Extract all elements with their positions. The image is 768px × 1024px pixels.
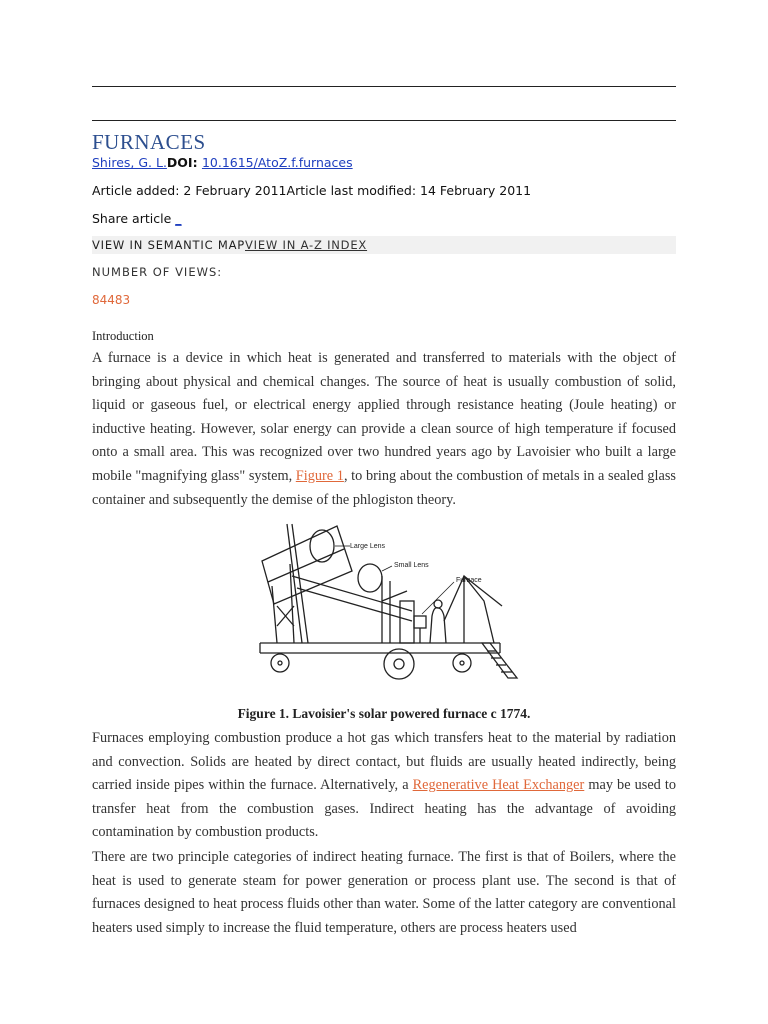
combustion-paragraph [92,727,676,845]
wheel-left [271,654,289,672]
figure-1-link[interactable]: Figure 1 [295,467,344,484]
intro-text-a: A furnace is a device in which heat is generated and transferred to materials with the object of bringing about physical and chemical changes. The source of heat is usually combustion of solid, liquid or gaseous fuel, or electrical energy applied through resistance heating (Joule heating) or inductive heating. However, solar energy can provide a clean source of high temperature if focused onto a small area. This was recognized over two hundred years ago by Lavoisier who built a large mobile "magnifying glass" system, [92,350,676,484]
intro-text-b: , to bring about the combustion of metals in a sealed glass container and subsequently the demise of the phlogiston theory. [92,467,676,508]
lavoisier-furnace-figure [232,516,532,686]
operator-figure [430,608,446,643]
combustion-text-b: may be used to transfer heat from the combustion gases. Indirect heating has the advantage of avoiding contamination by combustion products. [92,777,677,841]
side-post [400,601,414,643]
article-dates [92,183,531,198]
wheel-right [453,654,471,672]
byline [92,155,353,170]
large-lens-label: Large Lens [350,543,386,550]
navigation-bar [92,236,676,254]
views-count: 84483 [92,293,131,307]
large-lens-shape [310,530,334,562]
small-lens-shape [358,564,382,592]
combustion-text-a: Furnaces employing combustion produce a hot gas which transfers heat to the material by radiation and convection. Solids are heated by direct contact, but fluids are usually heated indirectly, being carried inside pipes within the furnace. Alternatively, a [92,730,676,794]
doi-link[interactable]: 10.1615/AtoZ.f.furnaces [201,155,353,170]
views-label: NUMBER OF VIEWS: [92,265,223,279]
furnace-body [414,616,426,628]
top-rule [92,86,676,87]
categories-paragraph: There are two principle categories of indirect heating furnace. The first is that of Boilers, where the heat is used to generate steam for power generation or process plant use. The second is that of furnaces designed to heat process fluids other than water. Some of the latter category are conventional heaters used simply to increase the fluid temperature, others are process heaters used [92,849,676,936]
left-frame [272,586,277,643]
semantic-map-link[interactable]: VIEW IN SEMANTIC MAP [92,238,245,252]
furnace-illustration [232,516,532,686]
article-title: FURNACES [92,130,206,154]
author-link[interactable]: Shires, G. L. [92,155,167,170]
lens-arm-top [292,576,412,611]
second-rule [92,120,676,121]
share-label: Share article [92,211,176,226]
lens-arm-bottom [297,588,412,621]
az-index-link[interactable]: VIEW IN A-Z INDEX [244,238,368,252]
furnace-label: Furnace [456,577,482,584]
share-article [92,211,181,226]
tripod-ropes [444,576,494,643]
article-modified: Article last modified: 14 February 2011 [286,183,532,198]
regenerative-heat-exchanger-link[interactable]: Regenerative Heat Exchanger [412,777,585,794]
intro-paragraph [92,347,676,512]
section-heading: Introduction [92,329,154,343]
small-lens-label: Small Lens [394,562,429,569]
doi-label: DOI: [166,155,202,170]
figure-caption: Figure 1. Lavoisier's solar powered furnace c 1774. [237,706,531,721]
article-added: Article added: 2 February 2011 [92,183,287,198]
share-icon[interactable]: _ [175,211,182,226]
